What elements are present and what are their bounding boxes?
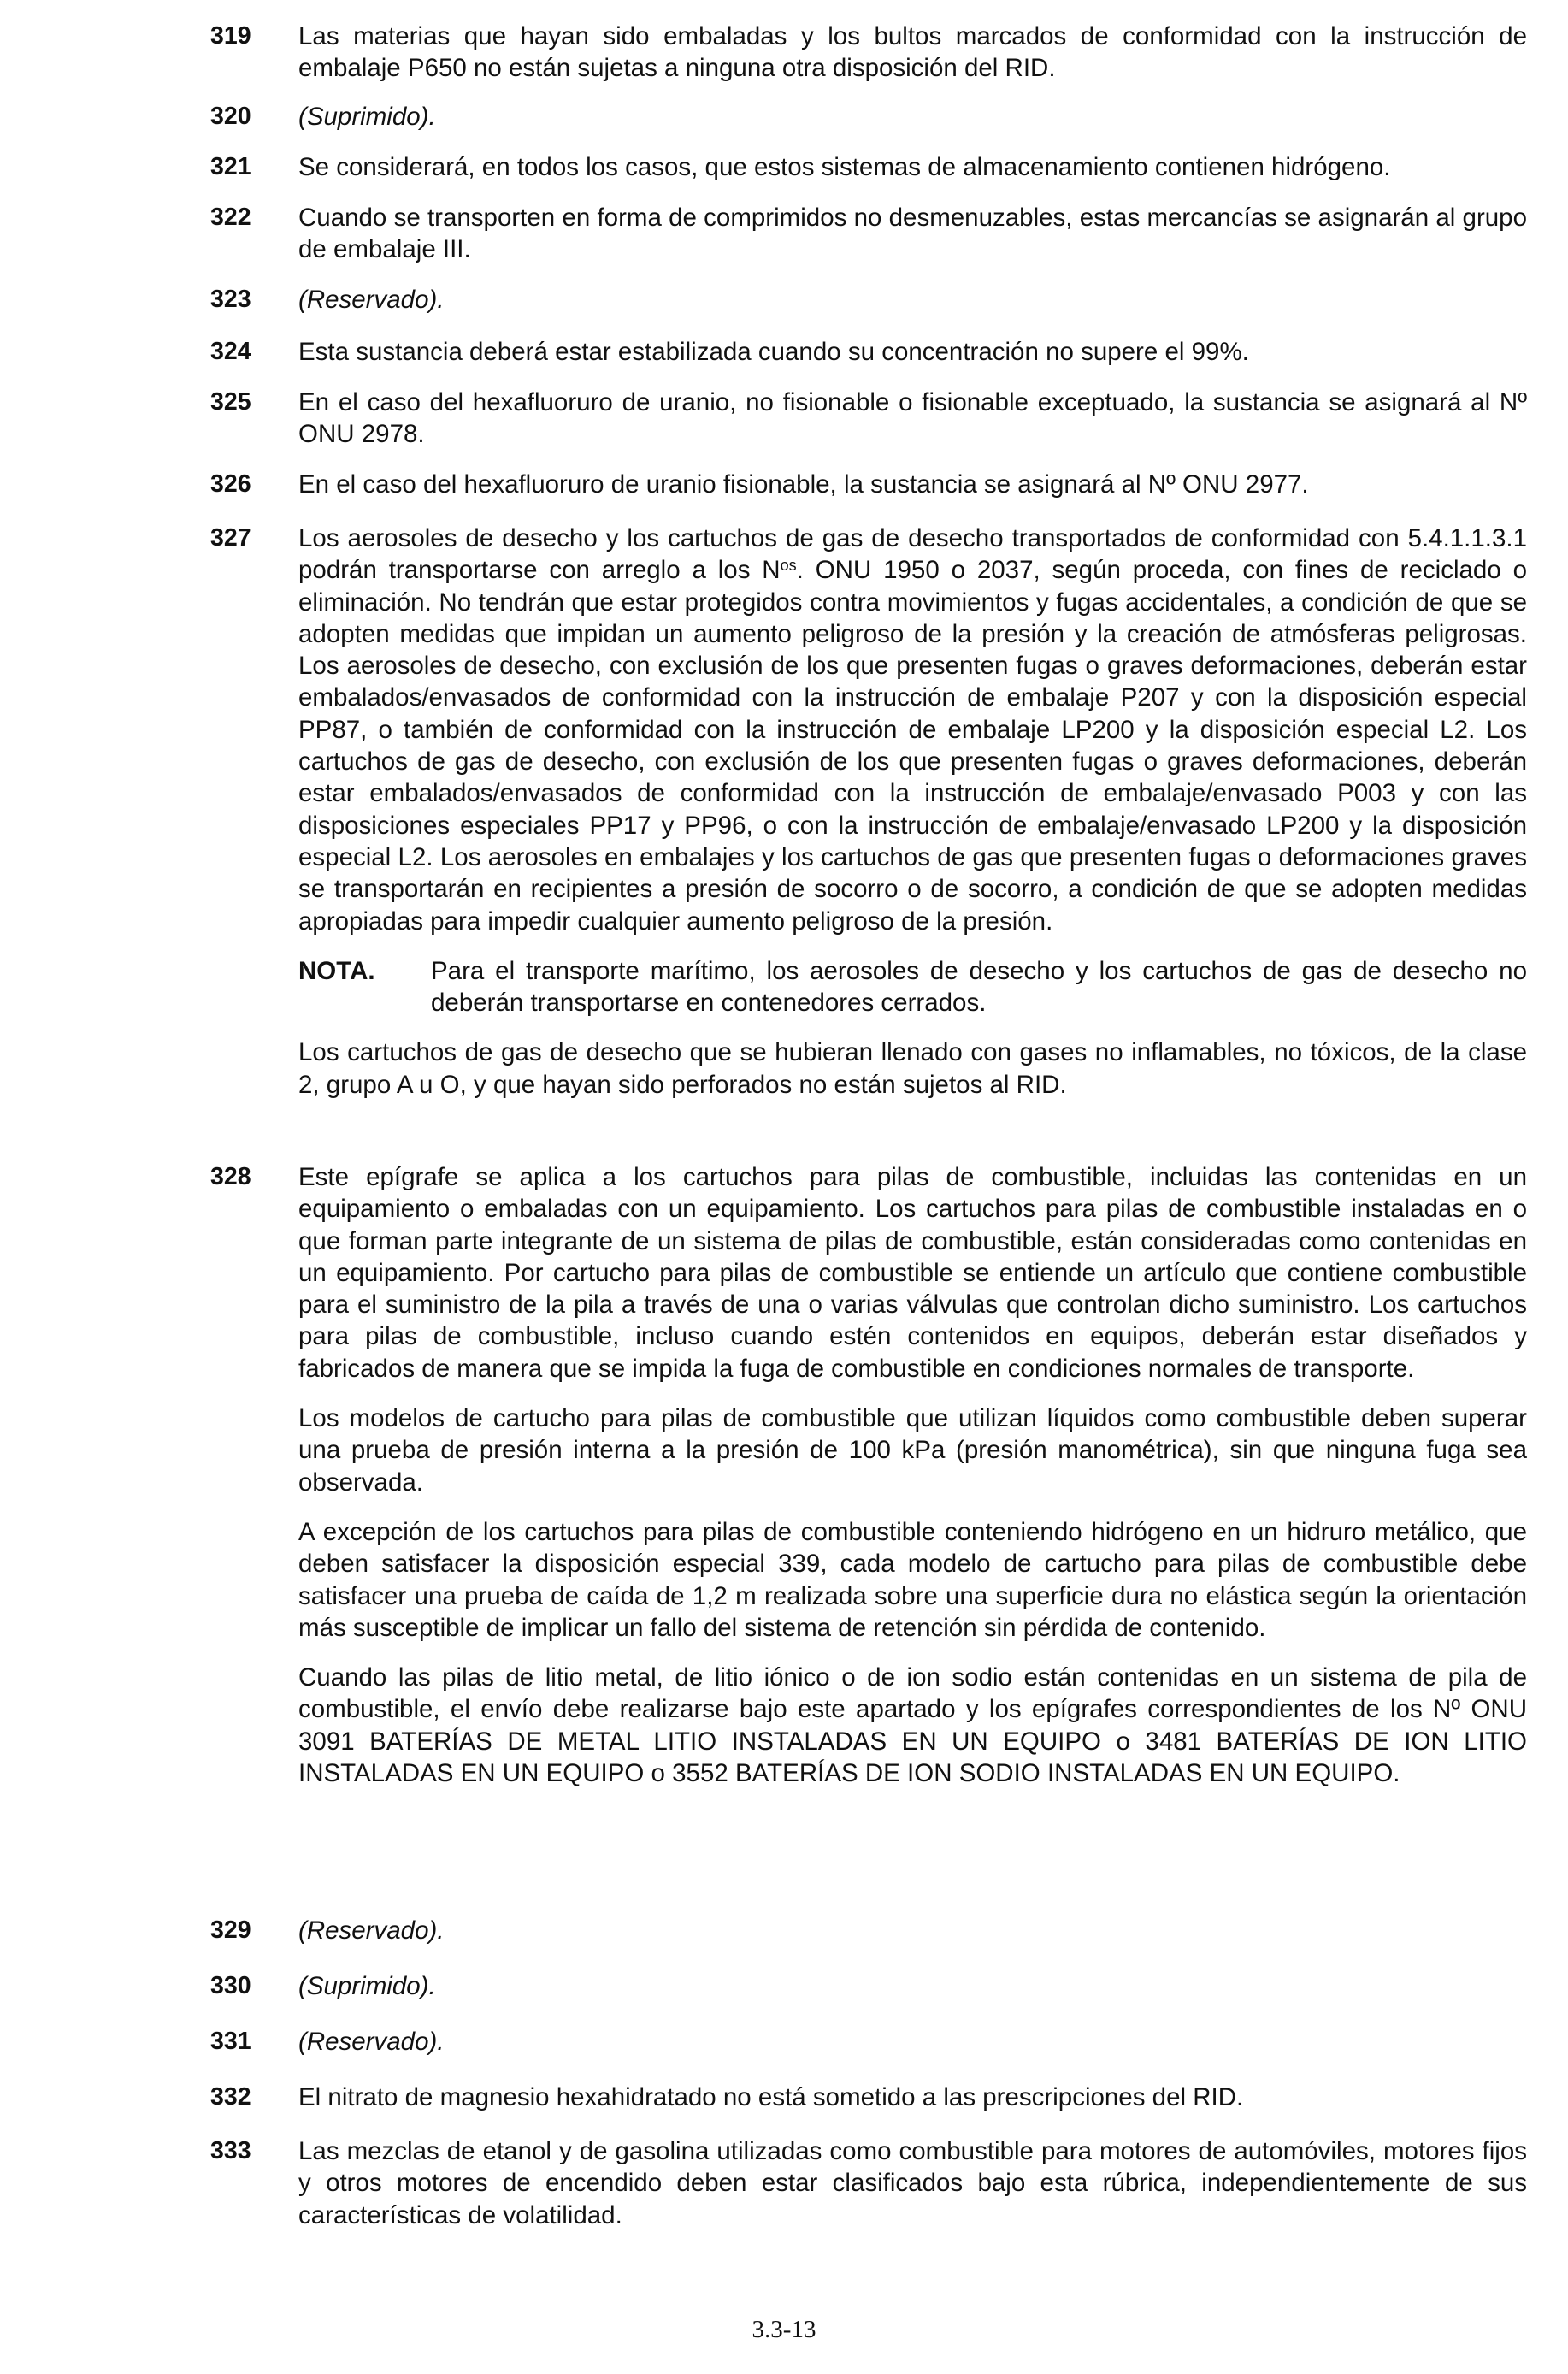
provision-paragraph: Los modelos de cartucho para pilas de combustible que utilizan líquidos como combustible deben superar una prueba de presión interna a la presión de 100 kPa (presión manométrica), sin que ninguna fuga sea observada. [298,1404,1527,1497]
note-text: Para el transporte marítimo, los aerosoles de desecho y los cartuchos de gas de desecho no deberán transportarse en contenedores cerrados. [431,956,1527,1018]
provision-paragraph: En el caso del hexafluoruro de uranio fisionable, la sustancia se asignará al Nº ONU 2977. [298,470,1309,499]
note-label: NOTA. [298,956,375,985]
provision-number: 324 [210,338,251,365]
provision-paragraph: (Suprimido). [298,103,436,131]
provision-paragraph: Los cartuchos de gas de desecho que se hubieran llenado con gases no inflamables, no tóxicos, de la clase 2, grupo A u O, y que hayan sido perforados no están sujetos al RID. [298,1038,1527,1099]
provision-text [298,1161,1527,1789]
provision-text [298,2135,1527,2231]
provision-text [298,202,1527,266]
provision-text [298,21,1527,85]
provision-paragraph: Esta sustancia deberá estar estabilizada cuando su concentración no supere el 99%. [298,338,1249,366]
provision-number: 331 [210,2028,251,2055]
provision-text [298,151,1527,183]
provision-paragraph: (Reservado). [298,1916,445,1945]
provision-text [298,2082,1527,2113]
provision-number: 329 [210,1916,251,1944]
provision-number: 322 [210,204,251,231]
page-number: 3.3-13 [752,2316,816,2343]
provision-text [298,101,1527,133]
provision-text [298,387,1527,451]
provision-text [298,2026,1527,2058]
provision-number: 332 [210,2083,251,2111]
provision-text [298,523,1527,1101]
provision-number: 327 [210,524,251,552]
provision-number: 328 [210,1163,251,1190]
provision-paragraph: El nitrato de magnesio hexahidratado no está sometido a las prescripciones del RID. [298,2083,1244,2111]
provision-paragraph: A excepción de los cartuchos para pilas de combustible conteniendo hidrógeno en un hidruro metálico, que deben satisfacer la disposición especial 339, cada modelo de cartucho para pilas de combustible debe satisfacer una prueba de caída de 1,2 m realizada sobre una superficie dura no elástica según la orientación más susceptible de implicar un fallo del sistema de retención sin pérdida de contenido. [298,1517,1527,1642]
provision-number: 320 [210,103,251,130]
note-block [298,955,1527,1019]
provision-text [298,336,1527,368]
provision-paragraph: Cuando las pilas de litio metal, de litio iónico o de ion sodio están contenidas en un sistema de pila de combustible, el envío debe realizarse bajo este apartado y los epígrafes correspondientes de los Nº ONU 3091 BATERÍAS DE METAL LITIO INSTALADAS EN UN EQUIPO o 3481 BATERÍAS DE ION LITIO INSTALADAS EN UN EQUIPO o 3552 BATERÍAS DE ION SODIO INSTALADAS EN UN EQUIPO. [298,1663,1527,1788]
provision-paragraph: Cuando se transporten en forma de comprimidos no desmenuzables, estas mercancías se asignarán al grupo de embalaje III. [298,204,1527,264]
provision-number: 319 [210,22,251,50]
provision-number: 333 [210,2137,251,2164]
provision-paragraph: (Reservado). [298,286,445,314]
provision-number: 323 [210,286,251,313]
provision-text [298,284,1527,316]
provision-text [298,1970,1527,2002]
provision-paragraph: (Reservado). [298,2028,445,2056]
provision-number: 330 [210,1972,251,1999]
provision-paragraph: Las materias que hayan sido embaladas y los bultos marcados de conformidad con la instrucción de embalaje P650 no están sujetas a ninguna otra disposición del RID. [298,22,1527,83]
provision-text [298,469,1527,500]
provision-paragraph: En el caso del hexafluoruro de uranio, no fisionable o fisionable exceptuado, la sustancia se asignará al Nº ONU 2978. [298,388,1527,449]
provision-text [298,1915,1527,1946]
provision-paragraph: Este epígrafe se aplica a los cartuchos para pilas de combustible, incluidas las contenidas en un equipamiento o embaladas con un equipamiento. Los cartuchos para pilas de combustible instaladas en o que forman parte integrante de un sistema de pilas de combustible, están consideradas como contenidas en un equipamiento. Por cartucho para pilas de combustible se entiende un artículo que contiene combustible para el suministro de la pila a través de una o varias válvulas que controlan dicho suministro. Los cartuchos para pilas de combustible, incluso cuando estén contenidos en equipos, deberán estar diseñados y fabricados de manera que se impida la fuga de combustible en condiciones normales de transporte. [298,1163,1527,1383]
provision-paragraph: Los aerosoles de desecho y los cartuchos de gas de desecho transportados de conformidad con 5.4.1.1.3.1 podrán transportarse con arreglo a los $N^{os}$. ONU 1950 o 2037, según proceda, con fines de reciclado o eliminación. No tendrán que estar protegidos contra movimientos y fugas accidentales, a condición de que se adopten medidas que impidan un aumento peligroso de la presión y la creación de atmósferas peligrosas. Los aerosoles de desecho, con exclusión de los que presenten fugas o graves deformaciones, deberán estar embalados/envasados de conformidad con la instrucción de embalaje P207 y con la disposición especial PP87, o también de conformidad con la instrucción de embalaje LP200 y la disposición especial L2. Los cartuchos de gas de desecho, con exclusión de los que presenten fugas o graves deformaciones, deberán estar embalados/envasados de conformidad con la instrucción de embalaje/envasado P003 y con las disposiciones especiales PP17 y PP96, o con la instrucción de embalaje/envasado LP200 y la disposición especial L2. Los aerosoles en embalajes y los cartuchos de gas que presenten fugas o deformaciones graves se transportarán en recipientes a presión de socorro o de socorro, a condición de que se adopten medidas apropiadas para impedir cualquier aumento peligroso de la presión. [298,524,1528,936]
provision-number: 326 [210,470,251,498]
provision-paragraph: Las mezclas de etanol y de gasolina utilizadas como combustible para motores de automóviles, motores fijos y otros motores de encendido deben estar clasificados bajo esta rúbrica, independientemente de sus características de volatilidad. [298,2137,1527,2229]
provision-number: 321 [210,153,251,180]
provision-number: 325 [210,388,251,416]
provision-paragraph: Se considerará, en todos los casos, que estos sistemas de almacenamiento contienen hidrógeno. [298,153,1391,181]
provision-paragraph: (Suprimido). [298,1972,436,2000]
